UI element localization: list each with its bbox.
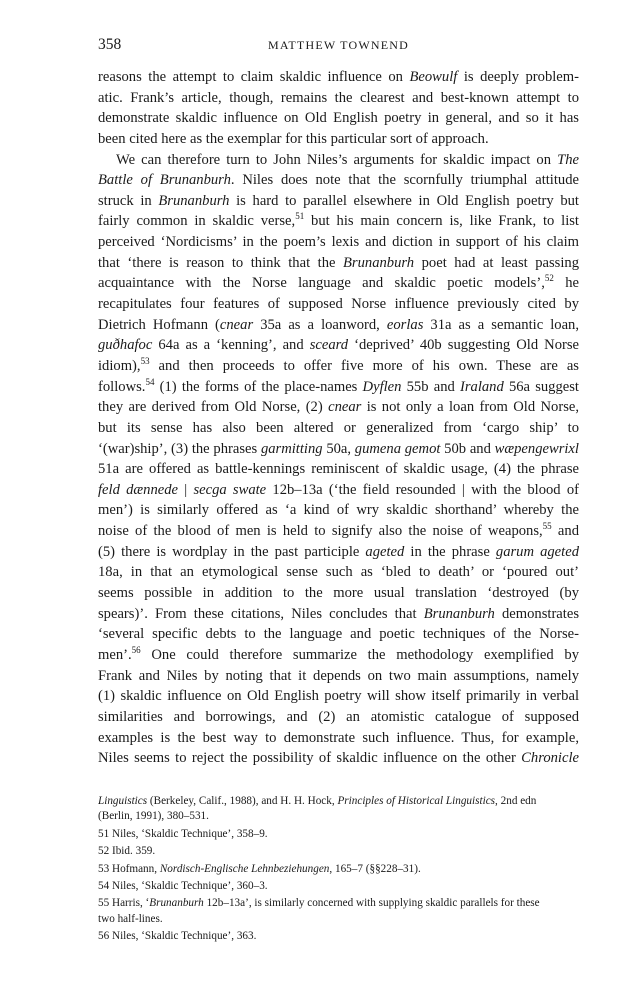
footnote-line: Linguistics (Berkeley, Calif., 1988), and H. H. Hock, Principles of Historical Linguistics, 2nd edn xyxy=(98,795,537,807)
footnote-line: 52 Ibid. 359. xyxy=(98,845,156,858)
body-text xyxy=(98,67,579,769)
footnote-line: (Berlin, 1991), 380–531. xyxy=(98,810,209,823)
footnote-line: two half-lines. xyxy=(98,912,163,925)
body-line: 51a are offered as battle-kennings reminiscent of skaldic usage, (4) the phrase xyxy=(98,461,579,478)
body-line: spears)’. From these citations, Niles concludes that Brunanburh demonstrates xyxy=(98,605,579,622)
footnote-line: 56 Niles, ‘Skaldic Technique’, 363. xyxy=(98,930,257,943)
page-number: 358 xyxy=(98,36,122,53)
page-header xyxy=(98,36,579,56)
body-line: that ‘there is reason to think that the Brunanburh poet had at least passing xyxy=(98,254,579,271)
body-line: We can therefore turn to John Niles’s arguments for skaldic impact on The xyxy=(116,151,579,168)
body-line: fairly common in skaldic verse,$^{51}$ but his main concern is, like Frank, to list xyxy=(98,211,579,230)
body-line: (5) there is wordplay in the past participle ageted in the phrase garum ageted xyxy=(98,543,579,560)
body-line: (1) skaldic influence on Old English poetry will show itself primarily in verbal xyxy=(98,688,579,705)
body-line: Dietrich Hofmann (cnear 35a as a loanword, eorlas 31a as a semantic loan, xyxy=(98,316,579,333)
body-line: but its sense has also been altered or generalized from ‘cargo ship’ to xyxy=(98,419,579,436)
body-line: demonstrate skaldic influence on Old English poetry in general, and so it has xyxy=(98,110,579,127)
body-line: seems possible in addition to the more usual translation ‘destroyed (by xyxy=(98,585,579,602)
body-line: ‘several specific debts to the language and poetic techniques of the Norse- xyxy=(98,626,579,643)
body-line: struck in Brunanburh is hard to parallel elsewhere in Old English poetry but xyxy=(98,192,579,209)
body-line: perceived ‘Nordicisms’ in the poem’s lexis and diction in support of his claim xyxy=(98,234,579,251)
body-line: men’.$^{56}$ One could therefore summarize the methodology exemplified by xyxy=(98,645,579,663)
body-line: been cited here as the exemplar for this particular sort of approach. xyxy=(98,130,489,147)
running-head: MATTHEW TOWNEND xyxy=(268,38,409,52)
body-line: recapitulates four features of supposed Norse influence previously cited by xyxy=(98,296,579,313)
body-line: men’) is similarly offered as ‘a kind of wry skaldic shorthand’ whereby the xyxy=(98,502,579,519)
body-line: examples is the best way to demonstrate such influence. Thus, for example, xyxy=(98,729,579,746)
body-line: Niles seems to reject the possibility of skaldic influence on the other Chronicle xyxy=(98,750,579,767)
footnote-line: 51 Niles, ‘Skaldic Technique’, 358–9. xyxy=(98,827,268,840)
body-line: they are derived from Old Norse, (2) cnear is not only a loan from Old Norse, xyxy=(98,399,579,416)
body-line: Frank and Niles by noting that it depends on two main assumptions, namely xyxy=(98,667,579,684)
body-line: acquaintance with the Norse language and skaldic poetic models’,$^{52}$ he xyxy=(98,273,579,292)
body-line: similarities and borrowings, and (2) an atomistic catalogue of supposed xyxy=(98,708,579,725)
body-line: guðhafoc 64a as a ‘kenning’, and sceard ‘deprived’ 40b suggesting Old Norse xyxy=(98,337,579,354)
body-line: Battle of Brunanburh. Niles does note that the scornfully triumphal attitude xyxy=(98,172,579,189)
body-line: noise of the blood of men is held to signify also the noise of weapons,$^{55}$ and xyxy=(98,521,579,540)
footnote-line: 55 Harris, ‘Brunanburh 12b–13a’, is similarly concerned with supplying skaldic parallels for these xyxy=(98,897,540,910)
body-line: feld dænnede | secga swate 12b–13a (‘the field resounded | with the blood of xyxy=(98,481,579,498)
body-line: ‘(war)ship’, (3) the phrases garmitting 50a, gumena gemot 50b and wæpengewrixl xyxy=(98,440,579,457)
footnote-line: 53 Hofmann, Nordisch-Englische Lehnbeziehungen, 165–7 (§§228–31). xyxy=(98,862,421,875)
body-line: atic. Frank’s article, though, remains the clearest and best-known attempt to xyxy=(98,89,579,106)
footnotes xyxy=(98,794,579,945)
body-line: idiom),$^{53}$ and then proceeds to offer five more of his own. These are as xyxy=(98,356,579,374)
body-line: reasons the attempt to claim skaldic influence on Beowulf is deeply problem- xyxy=(98,69,579,85)
footnote-line: 54 Niles, ‘Skaldic Technique’, 360–3. xyxy=(98,880,268,893)
body-line: follows.$^{54}$ (1) the forms of the place-names Dyflen 55b and Iraland 56a suggest xyxy=(98,376,579,395)
body-line: 18a, in that an etymological sense such as ‘bled to death’ or ‘poured out’ xyxy=(98,564,579,581)
